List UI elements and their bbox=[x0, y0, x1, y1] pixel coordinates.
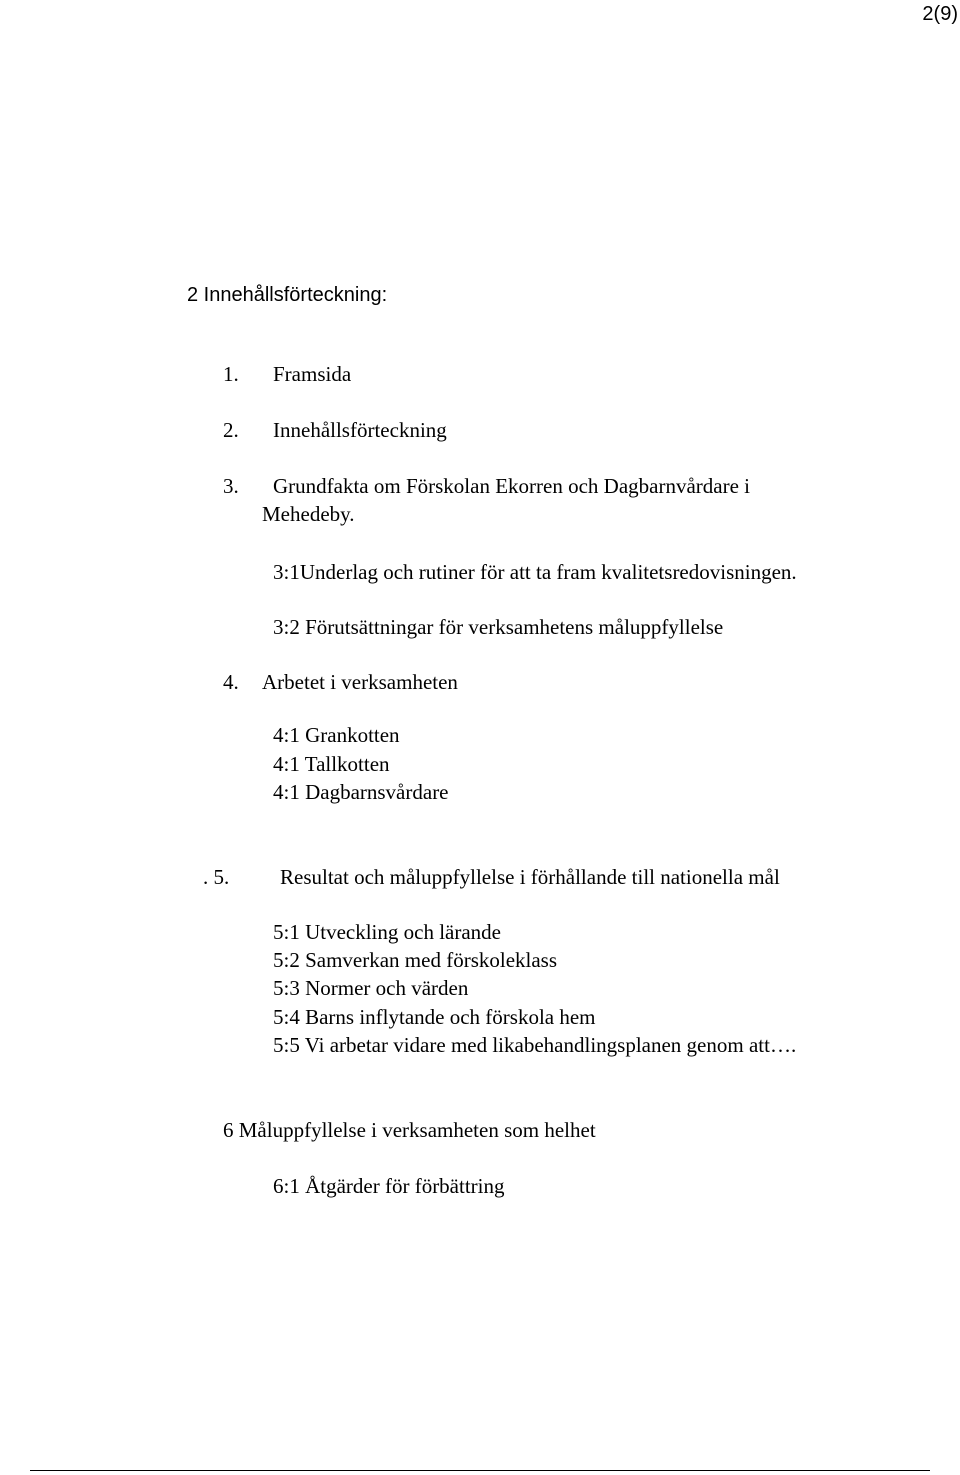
toc-item-4-text: Arbetet i verksamheten bbox=[262, 670, 458, 694]
toc-item-5-5: 5:5 Vi arbetar vidare med likabehandlingsplanen genom att…. bbox=[273, 1033, 797, 1057]
toc-item-5-2: 5:2 Samverkan med förskoleklass bbox=[273, 948, 558, 972]
toc-item-4-1-dagbarnsvardare: 4:1 Dagbarnsvårdare bbox=[273, 780, 449, 804]
toc-item-1-number: 1. bbox=[223, 362, 239, 386]
toc-item-1-text: Framsida bbox=[273, 362, 352, 386]
footer-rule bbox=[30, 1470, 930, 1471]
toc-item-3-continuation: Mehedeby. bbox=[262, 502, 355, 526]
toc-item-4-number: 4. bbox=[223, 670, 239, 694]
toc-item-4-1-tallkotten: 4:1 Tallkotten bbox=[273, 752, 390, 776]
toc-item-5-3: 5:3 Normer och värden bbox=[273, 976, 469, 1000]
toc-item-3-2: 3:2 Förutsättningar för verksamhetens måluppfyllelse bbox=[273, 615, 724, 639]
toc-item-6-1: 6:1 Åtgärder för förbättring bbox=[273, 1174, 505, 1198]
toc-item-3-1: 3:1Underlag och rutiner för att ta fram kvalitetsredovisningen. bbox=[273, 560, 797, 584]
toc-item-5-text: Resultat och måluppfyllelse i förhållande till nationella mål bbox=[280, 865, 780, 889]
page-number: 2(9) bbox=[922, 3, 958, 25]
toc-item-4-1-grankotten: 4:1 Grankotten bbox=[273, 723, 400, 747]
toc-item-5-1: 5:1 Utveckling och lärande bbox=[273, 920, 502, 944]
toc-item-3-text: Grundfakta om Förskolan Ekorren och Dagbarnvårdare i bbox=[273, 474, 751, 498]
toc-heading: 2 Innehållsförteckning: bbox=[187, 284, 388, 306]
toc-item-3-number: 3. bbox=[223, 474, 239, 498]
toc-item-2-text: Innehållsförteckning bbox=[273, 418, 447, 442]
toc-item-5-number: . 5. bbox=[203, 865, 230, 889]
toc-item-2-number: 2. bbox=[223, 418, 239, 442]
toc-item-5-4: 5:4 Barns inflytande och förskola hem bbox=[273, 1005, 596, 1029]
toc-item-6: 6 Måluppfyllelse i verksamheten som helhet bbox=[223, 1118, 596, 1142]
